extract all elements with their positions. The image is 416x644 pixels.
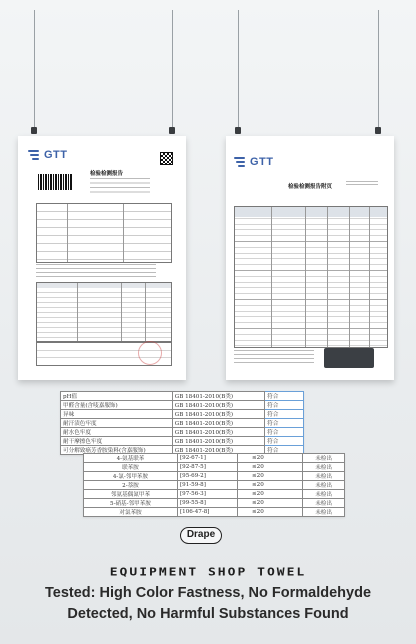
cas-number: [92-87-5] bbox=[177, 463, 237, 472]
table-row bbox=[61, 401, 304, 410]
headline: EQUIPMENT SHOP TOWEL bbox=[109, 566, 307, 579]
sample-photo bbox=[324, 348, 374, 368]
standard: GB 18401-2010(B类) bbox=[172, 410, 264, 419]
limit: ≤20 bbox=[237, 481, 302, 490]
compound-name: 联苯胺 bbox=[84, 463, 178, 472]
compound-name: 5-硝基-邻甲苯胺 bbox=[84, 499, 178, 508]
excerpt-table-standards bbox=[60, 391, 304, 455]
report-info-table bbox=[36, 203, 172, 263]
result: 符合 bbox=[265, 437, 304, 446]
logo-text: GTT bbox=[250, 156, 274, 168]
drape-badge: Drape bbox=[180, 527, 222, 544]
result: 未检出 bbox=[303, 499, 345, 508]
result: 未检出 bbox=[303, 463, 345, 472]
result: 符合 bbox=[265, 446, 304, 455]
hanging-wire bbox=[378, 10, 379, 130]
cas-number: [92-67-1] bbox=[177, 454, 237, 463]
table-row bbox=[61, 419, 304, 428]
barcode bbox=[38, 174, 72, 190]
table-row bbox=[84, 490, 345, 499]
result: 符合 bbox=[265, 419, 304, 428]
report-results-table bbox=[36, 282, 172, 342]
excerpt-table-amines bbox=[83, 453, 345, 517]
result: 符合 bbox=[265, 401, 304, 410]
item-name: 可分解致癌芳香胺染料(含嘉服饰) bbox=[61, 446, 173, 455]
table-row bbox=[61, 437, 304, 446]
limit: ≤20 bbox=[237, 454, 302, 463]
appendix-title: 检验检测报告附页 bbox=[288, 184, 333, 190]
report-note-text bbox=[36, 264, 156, 278]
compound-name: 邻氨基偶氮甲苯 bbox=[84, 490, 178, 499]
clip bbox=[31, 127, 37, 134]
result: 符合 bbox=[265, 392, 304, 401]
cas-number: [99-55-8] bbox=[177, 499, 237, 508]
clip bbox=[375, 127, 381, 134]
table-row bbox=[84, 508, 345, 517]
result: 未检出 bbox=[303, 490, 345, 499]
table-row bbox=[84, 472, 345, 481]
compound-name: 4-氨基联苯 bbox=[84, 454, 178, 463]
item-name: 甲醛含量(含唛嘉服饰) bbox=[61, 401, 173, 410]
hanging-wire bbox=[238, 10, 239, 130]
table-row bbox=[61, 428, 304, 437]
result: 未检出 bbox=[303, 508, 345, 517]
item-name: pH值 bbox=[61, 392, 173, 401]
result: 符合 bbox=[265, 410, 304, 419]
table-row bbox=[84, 481, 345, 490]
cas-number: [97-56-3] bbox=[177, 490, 237, 499]
table-row bbox=[84, 454, 345, 463]
left-test-report bbox=[18, 136, 186, 380]
table-header-band bbox=[235, 207, 387, 217]
item-name: 异味 bbox=[61, 410, 173, 419]
hanging-wire bbox=[172, 10, 173, 130]
clip bbox=[235, 127, 241, 134]
item-name: 耐水色牢度 bbox=[61, 428, 173, 437]
subheadline-line-2: Detected, No Harmful Substances Found bbox=[67, 606, 349, 622]
result: 未检出 bbox=[303, 481, 345, 490]
clip bbox=[169, 127, 175, 134]
gtt-logo-icon bbox=[28, 150, 41, 160]
gtt-logo bbox=[28, 149, 68, 161]
cas-number: [106-47-8] bbox=[177, 508, 237, 517]
logo-text: GTT bbox=[44, 149, 68, 161]
compound-name: 4-氯-邻甲苯胺 bbox=[84, 472, 178, 481]
compound-name: 2-萘胺 bbox=[84, 481, 178, 490]
report-title: 检验检测报告 bbox=[90, 171, 124, 177]
limit: ≤20 bbox=[237, 490, 302, 499]
limit: ≤20 bbox=[237, 472, 302, 481]
result: 符合 bbox=[265, 428, 304, 437]
item-name: 耐干摩擦色牢度 bbox=[61, 437, 173, 446]
standard: GB 18401-2010(B类) bbox=[172, 446, 264, 455]
result: 未检出 bbox=[303, 472, 345, 481]
table-row bbox=[84, 463, 345, 472]
compound-name: 对氯苯胺 bbox=[84, 508, 178, 517]
subheadline-line-1: Tested: High Color Fastness, No Formaldehyde bbox=[44, 585, 372, 601]
standard: GB 18401-2010(B类) bbox=[172, 428, 264, 437]
standard: GB 18401-2010(B类) bbox=[172, 419, 264, 428]
table-row bbox=[61, 410, 304, 419]
limit: ≤20 bbox=[237, 463, 302, 472]
standard: GB 18401-2010(B类) bbox=[172, 392, 264, 401]
table-row bbox=[61, 392, 304, 401]
appendix-results-table bbox=[234, 206, 388, 348]
gtt-logo-icon bbox=[234, 157, 247, 167]
gtt-logo bbox=[234, 156, 274, 168]
hanging-wire bbox=[34, 10, 35, 130]
result: 未检出 bbox=[303, 454, 345, 463]
cas-number: [95-69-2] bbox=[177, 472, 237, 481]
standard: GB 18401-2010(B类) bbox=[172, 401, 264, 410]
cas-number: [91-59-8] bbox=[177, 481, 237, 490]
standard: GB 18401-2010(B类) bbox=[172, 437, 264, 446]
appendix-note-text bbox=[234, 350, 314, 364]
report-number-text bbox=[346, 181, 378, 187]
item-name: 耐汗渍色牢度 bbox=[61, 419, 173, 428]
report-header-text bbox=[90, 178, 150, 196]
limit: ≤20 bbox=[237, 499, 302, 508]
official-stamp bbox=[138, 341, 162, 365]
table-row bbox=[84, 499, 345, 508]
qr-code bbox=[160, 152, 173, 165]
limit: ≤20 bbox=[237, 508, 302, 517]
right-test-report-appendix bbox=[226, 136, 394, 380]
